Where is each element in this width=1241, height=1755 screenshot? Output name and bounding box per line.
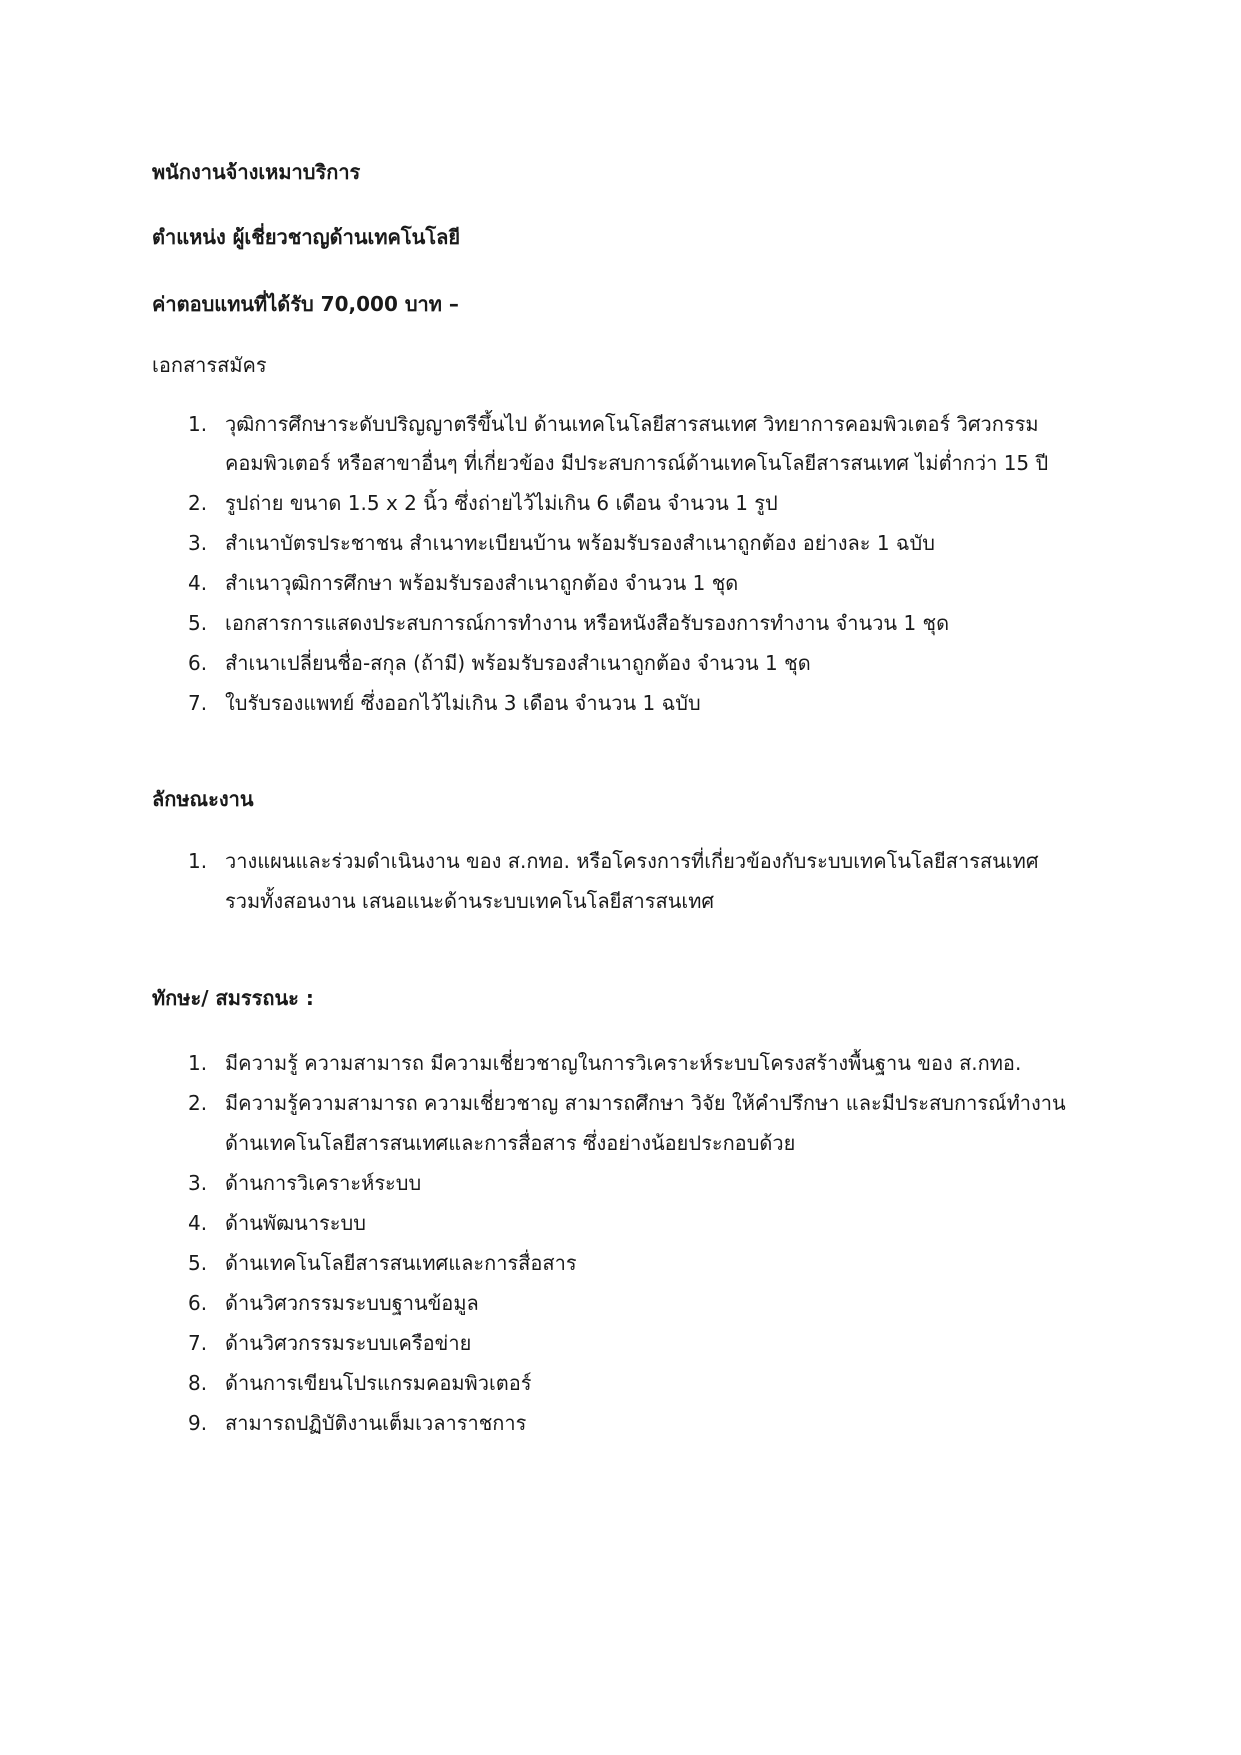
job-item-1-number: 1. — [188, 849, 208, 873]
compensation-line: ค่าตอบแทนที่ได้รับ 70,000 บาท – — [152, 292, 459, 316]
documents-item-2-number: 2. — [188, 491, 208, 515]
documents-item-5-line-1: เอกสารการแสดงประสบการณ์การทำงาน หรือหนังสือรับรองการทำงาน จำนวน 1 ชุด — [225, 611, 950, 635]
documents-item-1-line-2: คอมพิวเตอร์ หรือสาขาอื่นๆ ที่เกี่ยวข้อง มีประสบการณ์ด้านเทคโนโลยีสารสนเทศ ไม่ต่ำกว่า 15 ปี — [225, 451, 1049, 475]
job-item-1-line-2: รวมทั้งสอนงาน เสนอแนะด้านระบบเทคโนโลยีสารสนเทศ — [225, 889, 715, 913]
skills-item-8-number: 8. — [188, 1371, 208, 1395]
skills-item-5-number: 5. — [188, 1251, 208, 1275]
skills-item-7-line-1: ด้านวิศวกรรมระบบเครือข่าย — [225, 1331, 472, 1355]
skills-item-2-line-2: ด้านเทคโนโลยีสารสนเทศและการสื่อสาร ซึ่งอย่างน้อยประกอบด้วย — [225, 1131, 796, 1155]
skills-item-4-line-1: ด้านพัฒนาระบบ — [225, 1211, 366, 1235]
skills-item-1-number: 1. — [188, 1051, 208, 1075]
skills-item-6-line-1: ด้านวิศวกรรมระบบฐานข้อมูล — [225, 1291, 479, 1315]
documents-item-4-line-1: สำเนาวุฒิการศึกษา พร้อมรับรองสำเนาถูกต้อง จำนวน 1 ชุด — [225, 571, 739, 595]
job-description-heading: ลักษณะงาน — [152, 787, 254, 811]
documents-item-2-line-1: รูปถ่าย ขนาด 1.5 x 2 นิ้ว ซึ่งถ่ายไว้ไม่เกิน 6 เดือน จำนวน 1 รูป — [225, 491, 778, 515]
skills-item-8-line-1: ด้านการเขียนโปรแกรมคอมพิวเตอร์ — [225, 1371, 532, 1395]
documents-item-3-number: 3. — [188, 531, 208, 555]
documents-item-6-number: 6. — [188, 651, 208, 675]
skills-heading: ทักษะ/ สมรรถนะ : — [152, 986, 314, 1010]
skills-item-5-line-1: ด้านเทคโนโลยีสารสนเทศและการสื่อสาร — [225, 1251, 577, 1275]
skills-item-2-line-1: มีความรู้ความสามารถ ความเชี่ยวชาญ สามารถศึกษา วิจัย ให้คำปรึกษา และมีประสบการณ์ทำงาน — [225, 1091, 1066, 1115]
documents-item-7-number: 7. — [188, 691, 208, 715]
skills-item-3-number: 3. — [188, 1171, 208, 1195]
documents-item-3-line-1: สำเนาบัตรประชาชน สำเนาทะเบียนบ้าน พร้อมรับรองสำเนาถูกต้อง อย่างละ 1 ฉบับ — [225, 531, 935, 555]
job-item-1-line-1: วางแผนและร่วมดำเนินงาน ของ ส.กทอ. หรือโครงการที่เกี่ยวข้องกับระบบเทคโนโลยีสารสนเทศ — [225, 849, 1039, 873]
skills-item-3-line-1: ด้านการวิเคราะห์ระบบ — [225, 1171, 422, 1195]
skills-item-7-number: 7. — [188, 1331, 208, 1355]
documents-heading: เอกสารสมัคร — [152, 353, 267, 377]
documents-item-5-number: 5. — [188, 611, 208, 635]
skills-item-2-number: 2. — [188, 1091, 208, 1115]
document-title: พนักงานจ้างเหมาบริการ — [152, 160, 361, 184]
skills-item-6-number: 6. — [188, 1291, 208, 1315]
position-line: ตำแหน่ง ผู้เชี่ยวชาญด้านเทคโนโลยี — [152, 225, 461, 249]
skills-item-1-line-1: มีความรู้ ความสามารถ มีความเชี่ยวชาญในการวิเคราะห์ระบบโครงสร้างพื้นฐาน ของ ส.กทอ. — [225, 1051, 1022, 1075]
documents-item-4-number: 4. — [188, 571, 208, 595]
skills-item-9-number: 9. — [188, 1411, 208, 1435]
skills-item-9-line-1: สามารถปฏิบัติงานเต็มเวลาราชการ — [225, 1411, 527, 1435]
documents-item-6-line-1: สำเนาเปลี่ยนชื่อ-สกุล (ถ้ามี) พร้อมรับรองสำเนาถูกต้อง จำนวน 1 ชุด — [225, 651, 811, 675]
documents-item-1-line-1: วุฒิการศึกษาระดับปริญญาตรีขึ้นไป ด้านเทคโนโลยีสารสนเทศ วิทยาการคอมพิวเตอร์ วิศวกรรม — [225, 412, 1039, 436]
documents-item-7-line-1: ใบรับรองแพทย์ ซึ่งออกไว้ไม่เกิน 3 เดือน จำนวน 1 ฉบับ — [225, 691, 701, 715]
documents-item-1-number: 1. — [188, 412, 208, 436]
skills-item-4-number: 4. — [188, 1211, 208, 1235]
